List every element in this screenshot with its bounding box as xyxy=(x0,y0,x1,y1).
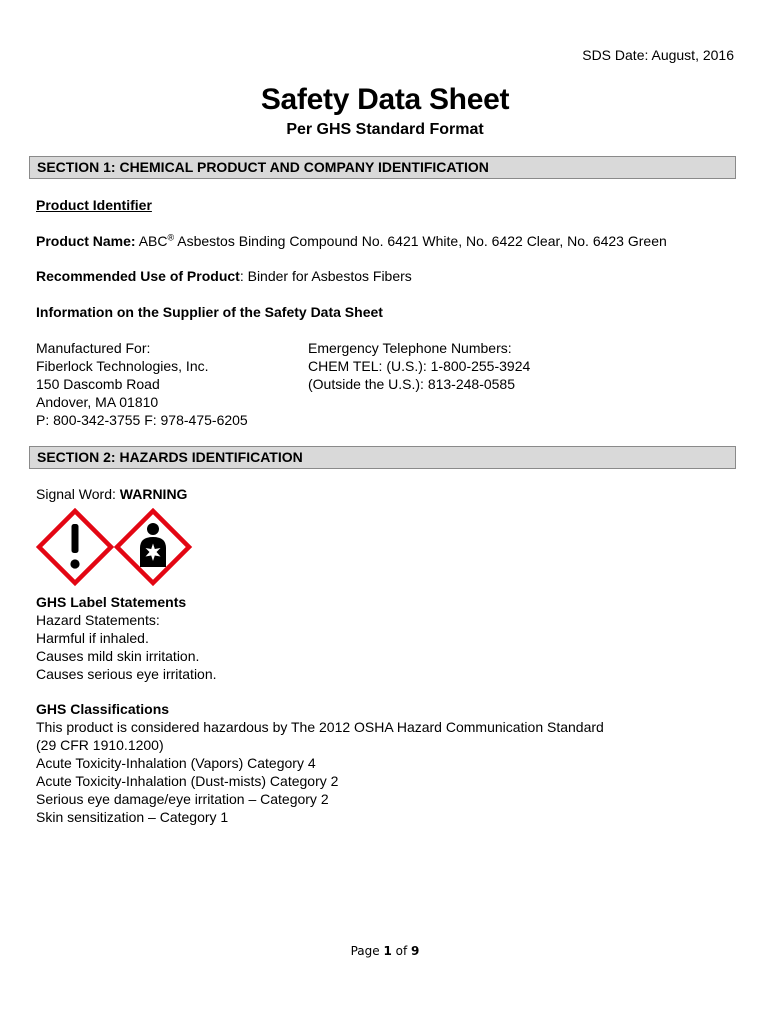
signal-word-value: WARNING xyxy=(119,486,188,502)
manufacturer-line: P: 800-342-3755 F: 978-475-6205 xyxy=(36,412,248,428)
page-separator: of xyxy=(391,944,412,958)
hazard-statement: Harmful if inhaled. xyxy=(36,630,149,646)
registered-mark: ® xyxy=(167,232,175,243)
page-number xyxy=(0,944,770,958)
product-name-value: Asbestos Binding Compound No. 6421 White, No. 6422 Clear, No. 6423 Green xyxy=(174,233,667,249)
ghs-pictograms xyxy=(36,508,196,588)
classification-line: (29 CFR 1910.1200) xyxy=(36,737,164,753)
sds-date: SDS Date: August, 2016 xyxy=(582,47,734,63)
hazard-statement: Causes mild skin irritation. xyxy=(36,648,200,664)
emergency-line: Emergency Telephone Numbers: xyxy=(308,340,512,356)
classifications-heading: GHS Classifications xyxy=(36,701,170,717)
page-total: 9 xyxy=(411,944,420,958)
page-prefix: Page xyxy=(350,944,384,958)
emergency-line: (Outside the U.S.): 813-248-0585 xyxy=(308,376,516,392)
document-subtitle: Per GHS Standard Format xyxy=(286,121,484,138)
label-statements-heading: GHS Label Statements xyxy=(36,594,187,610)
product-name xyxy=(36,233,667,249)
section-2-heading: SECTION 2: HAZARDS IDENTIFICATION xyxy=(29,446,736,469)
classification-line: Skin sensitization – Category 1 xyxy=(36,809,229,825)
exclamation-mark-icon xyxy=(39,511,111,583)
manufacturer-line: Fiberlock Technologies, Inc. xyxy=(36,358,209,374)
health-hazard-icon xyxy=(117,511,189,583)
manufacturer-line: 150 Dascomb Road xyxy=(36,376,160,392)
recommended-use-label: Recommended Use of Product xyxy=(36,268,240,284)
classification-line: This product is considered hazardous by The 2012 OSHA Hazard Communication Standard xyxy=(36,719,604,735)
classification-line: Acute Toxicity-Inhalation (Dust-mists) Category 2 xyxy=(36,773,339,789)
supplier-heading: Information on the Supplier of the Safety Data Sheet xyxy=(36,304,383,320)
emergency-line: CHEM TEL: (U.S.): 1-800-255-3924 xyxy=(308,358,531,374)
product-name-label: Product Name: xyxy=(36,233,136,249)
hazard-statement: Hazard Statements: xyxy=(36,612,160,628)
classification-line: Acute Toxicity-Inhalation (Vapors) Category 4 xyxy=(36,755,316,771)
manufacturer-line: Manufactured For: xyxy=(36,340,151,356)
signal-word-label: Signal Word: xyxy=(36,486,120,502)
section-1-heading: SECTION 1: CHEMICAL PRODUCT AND COMPANY IDENTIFICATION xyxy=(29,156,736,179)
hazard-statement: Causes serious eye irritation. xyxy=(36,666,217,682)
recommended-use-value: : Binder for Asbestos Fibers xyxy=(239,268,412,284)
page-current: 1 xyxy=(383,944,392,958)
document-title: Safety Data Sheet xyxy=(260,83,510,116)
product-name-brand: ABC xyxy=(138,233,168,249)
signal-word xyxy=(36,486,187,502)
manufacturer-line: Andover, MA 01810 xyxy=(36,394,159,410)
recommended-use xyxy=(36,268,412,284)
product-identifier-heading: Product Identifier xyxy=(36,197,152,213)
classification-line: Serious eye damage/eye irritation – Category 2 xyxy=(36,791,329,807)
